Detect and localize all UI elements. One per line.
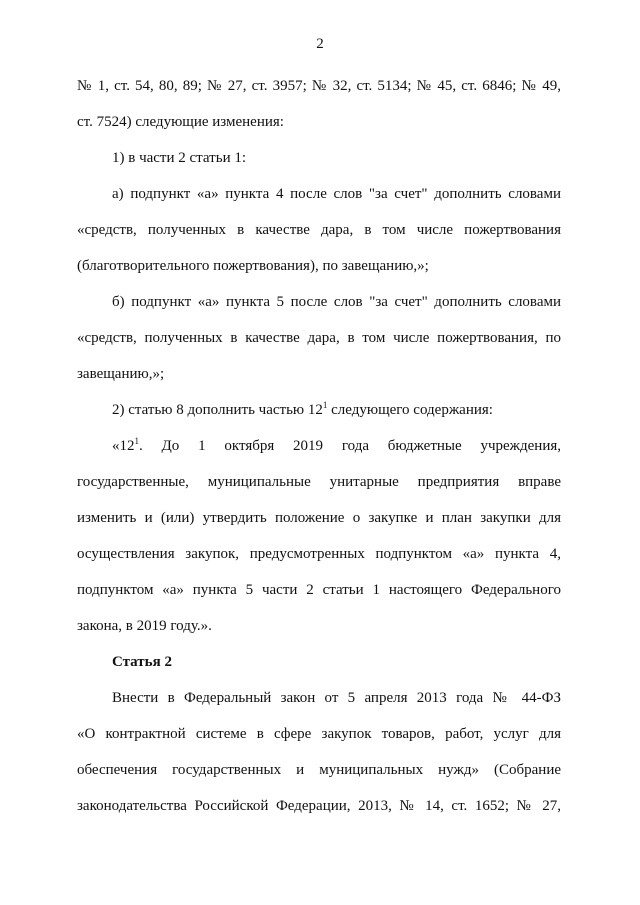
text-line: б) подпункт «а» пункта 5 после слов "за счет" дополнить словами: [112, 294, 561, 310]
superscript: 1: [322, 400, 328, 410]
text-line: Внести в Федеральный закон от 5 апреля 2013 года № 44-ФЗ: [112, 690, 561, 706]
text-line: осуществления закупок, предусмотренных подпунктом «а» пункта 4,: [77, 546, 561, 562]
text-line: 1) в части 2 статьи 1:: [112, 150, 247, 166]
text-line: «средств, полученных в качестве дара, в том числе пожертвования, по: [77, 330, 561, 346]
text-line: подпунктом «а» пункта 5 части 2 статьи 1 настоящего Федерального: [77, 582, 561, 598]
text-fragment: следующего содержания:: [327, 402, 493, 418]
text-line: закона, в 2019 году.».: [77, 618, 212, 634]
text-line: обеспечения государственных и муниципальных нужд» (Собрание: [77, 762, 561, 778]
page-number: 2: [316, 36, 324, 52]
text-fragment: . До 1 октября 2019 года бюджетные учреждения,: [139, 438, 561, 454]
text-line: законодательства Российской Федерации, 2013, № 14, ст. 1652; № 27,: [77, 798, 561, 814]
text-fragment: «12: [112, 438, 135, 454]
text-line: (благотворительного пожертвования), по завещанию,»;: [77, 258, 429, 274]
text-line: «О контрактной системе в сфере закупок товаров, работ, услуг для: [77, 726, 561, 742]
article-heading: Статья 2: [112, 654, 172, 670]
text-line: завещанию,»;: [77, 366, 165, 382]
text-line: [112, 437, 561, 455]
text-line: государственные, муниципальные унитарные предприятия вправе: [77, 474, 561, 490]
superscript: 1: [134, 436, 139, 446]
text-line: изменить и (или) утвердить положение о закупке и план закупки для: [77, 510, 561, 526]
text-fragment: 2) статью 8 дополнить частью 12: [112, 402, 323, 418]
text-line: [112, 401, 561, 419]
text-line: № 1, ст. 54, 80, 89; № 27, ст. 3957; № 32, ст. 5134; № 45, ст. 6846; № 49,: [77, 78, 561, 94]
text-line: ст. 7524) следующие изменения:: [77, 114, 284, 130]
text-line: «средств, полученных в качестве дара, в том числе пожертвования: [77, 222, 561, 238]
text-line: а) подпункт «а» пункта 4 после слов "за счет" дополнить словами: [112, 186, 561, 202]
